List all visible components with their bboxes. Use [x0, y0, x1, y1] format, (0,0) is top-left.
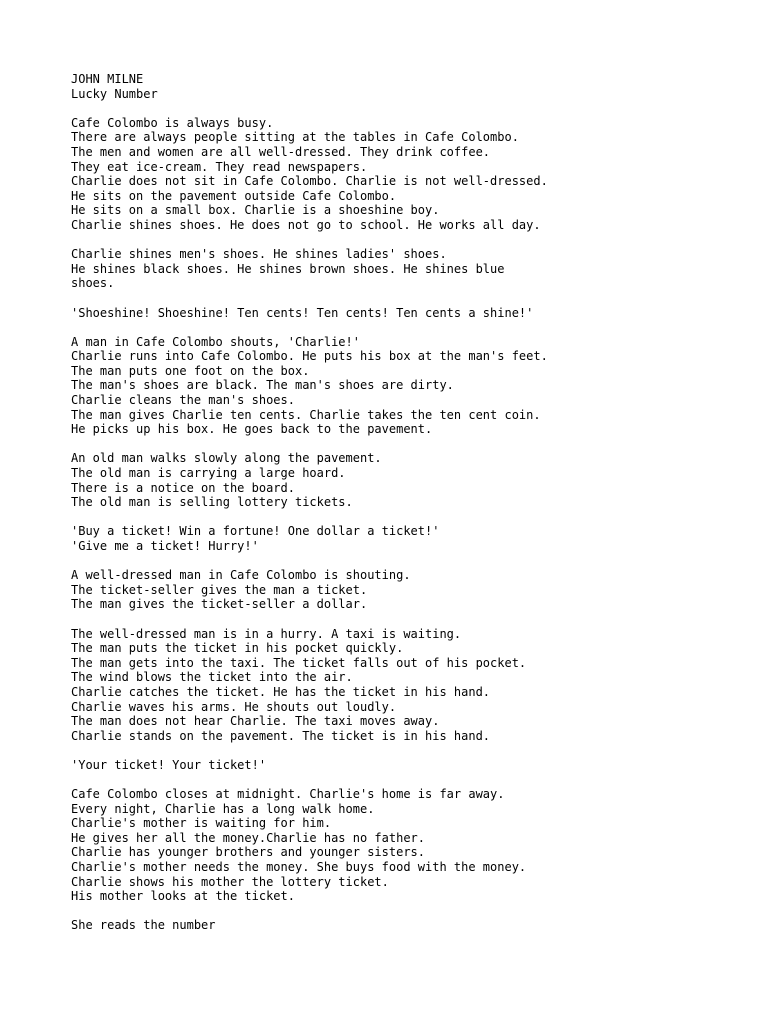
text-line: The man puts the ticket in his pocket quickly. [71, 641, 404, 656]
text-line: The man gives the ticket-seller a dollar. [71, 597, 368, 612]
text-line: 'Buy a ticket! Win a fortune! One dollar a ticket!' [71, 524, 440, 539]
paragraph [71, 627, 711, 744]
blank-line [71, 554, 711, 569]
text-line: Charlie waves his arms. He shouts out loudly. [71, 699, 397, 714]
story-title: Lucky Number [71, 86, 158, 101]
paragraph [71, 787, 711, 904]
text-line: The man's shoes are black. The man's shoes are dirty. [71, 378, 454, 393]
paragraph [71, 918, 711, 933]
paragraph [71, 116, 711, 233]
paragraph [71, 451, 711, 509]
text-line: The men and women are all well-dressed. They drink coffee. [71, 144, 491, 159]
text-line: Charlie's mother needs the money. She buys food with the money. [71, 860, 527, 875]
text-line: The old man is carrying a large hoard. [71, 466, 346, 481]
text-line: Cafe Colombo is always busy. [71, 115, 274, 130]
text-line: Cafe Colombo closes at midnight. Charlie's home is far away. [71, 787, 505, 802]
text-line: There is a notice on the board. [71, 480, 295, 495]
text-line: There are always people sitting at the tables in Cafe Colombo. [71, 130, 519, 145]
text-line: Charlie cleans the man's shoes. [71, 393, 295, 408]
blank-line [71, 291, 711, 306]
blank-line [71, 743, 711, 758]
text-line: shoes. [71, 276, 115, 291]
blank-line [71, 320, 711, 335]
text-line: He picks up his box. He goes back to the pavement. [71, 422, 433, 437]
text-line: His mother looks at the ticket. [71, 889, 295, 904]
blank-line [71, 233, 711, 248]
text-line: A well-dressed man in Cafe Colombo is shouting. [71, 568, 411, 583]
text-line: Every night, Charlie has a long walk home. [71, 801, 375, 816]
paragraph [71, 247, 711, 291]
text-line: Charlie's mother is waiting for him. [71, 816, 332, 831]
blank-line [71, 612, 711, 627]
text-line: The wind blows the ticket into the air. [71, 670, 353, 685]
text-line: 'Shoeshine! Shoeshine! Ten cents! Ten cents! Ten cents a shine!' [71, 305, 534, 320]
text-line: Charlie shines shoes. He does not go to school. He works all day. [71, 217, 541, 232]
paragraph [71, 524, 711, 553]
text-line: The old man is selling lottery tickets. [71, 495, 353, 510]
text-line: Charlie runs into Cafe Colombo. He puts his box at the man's feet. [71, 349, 548, 364]
text-line: The well-dressed man is in a hurry. A taxi is waiting. [71, 626, 462, 641]
document-page [71, 72, 711, 933]
paragraph [71, 568, 711, 612]
blank-line [71, 101, 711, 116]
text-line: Charlie has younger brothers and younger sisters. [71, 845, 426, 860]
text-line: An old man walks slowly along the pavement. [71, 451, 382, 466]
text-line: 'Your ticket! Your ticket!' [71, 757, 267, 772]
text-line: The man does not hear Charlie. The taxi moves away. [71, 714, 440, 729]
blank-line [71, 510, 711, 525]
paragraph [71, 758, 711, 773]
paragraph [71, 306, 711, 321]
author-name: JOHN MILNE [71, 72, 144, 86]
text-line: The man puts one foot on the box. [71, 363, 310, 378]
story-body [71, 116, 711, 933]
text-line: Charlie stands on the pavement. The ticket is in his hand. [71, 728, 491, 743]
text-line: He gives her all the money.Charlie has no father. [71, 830, 426, 845]
text-line: He sits on the pavement outside Cafe Colombo. [71, 188, 397, 203]
text-line: The man gets into the taxi. The ticket falls out of his pocket. [71, 655, 527, 670]
text-line: The ticket-seller gives the man a ticket. [71, 582, 368, 597]
text-line: Charlie shows his mother the lottery ticket. [71, 874, 389, 889]
text-line: A man in Cafe Colombo shouts, 'Charlie!' [71, 334, 360, 349]
text-line: Charlie shines men's shoes. He shines ladies' shoes. [71, 247, 447, 262]
text-line: He sits on a small box. Charlie is a shoeshine boy. [71, 203, 440, 218]
blank-line [71, 437, 711, 452]
text-line: 'Give me a ticket! Hurry!' [71, 539, 259, 553]
blank-line [71, 904, 711, 919]
text-line: He shines black shoes. He shines brown shoes. He shines blue [71, 261, 505, 276]
text-line: The man gives Charlie ten cents. Charlie takes the ten cent coin. [71, 407, 541, 422]
paragraph [71, 335, 711, 437]
blank-line [71, 773, 711, 788]
text-line: Charlie catches the ticket. He has the ticket in his hand. [71, 684, 491, 699]
text-line: Charlie does not sit in Cafe Colombo. Charlie is not well-dressed. [71, 174, 548, 189]
text-line: They eat ice-cream. They read newspapers. [71, 159, 368, 174]
text-line: She reads the number [71, 918, 216, 933]
